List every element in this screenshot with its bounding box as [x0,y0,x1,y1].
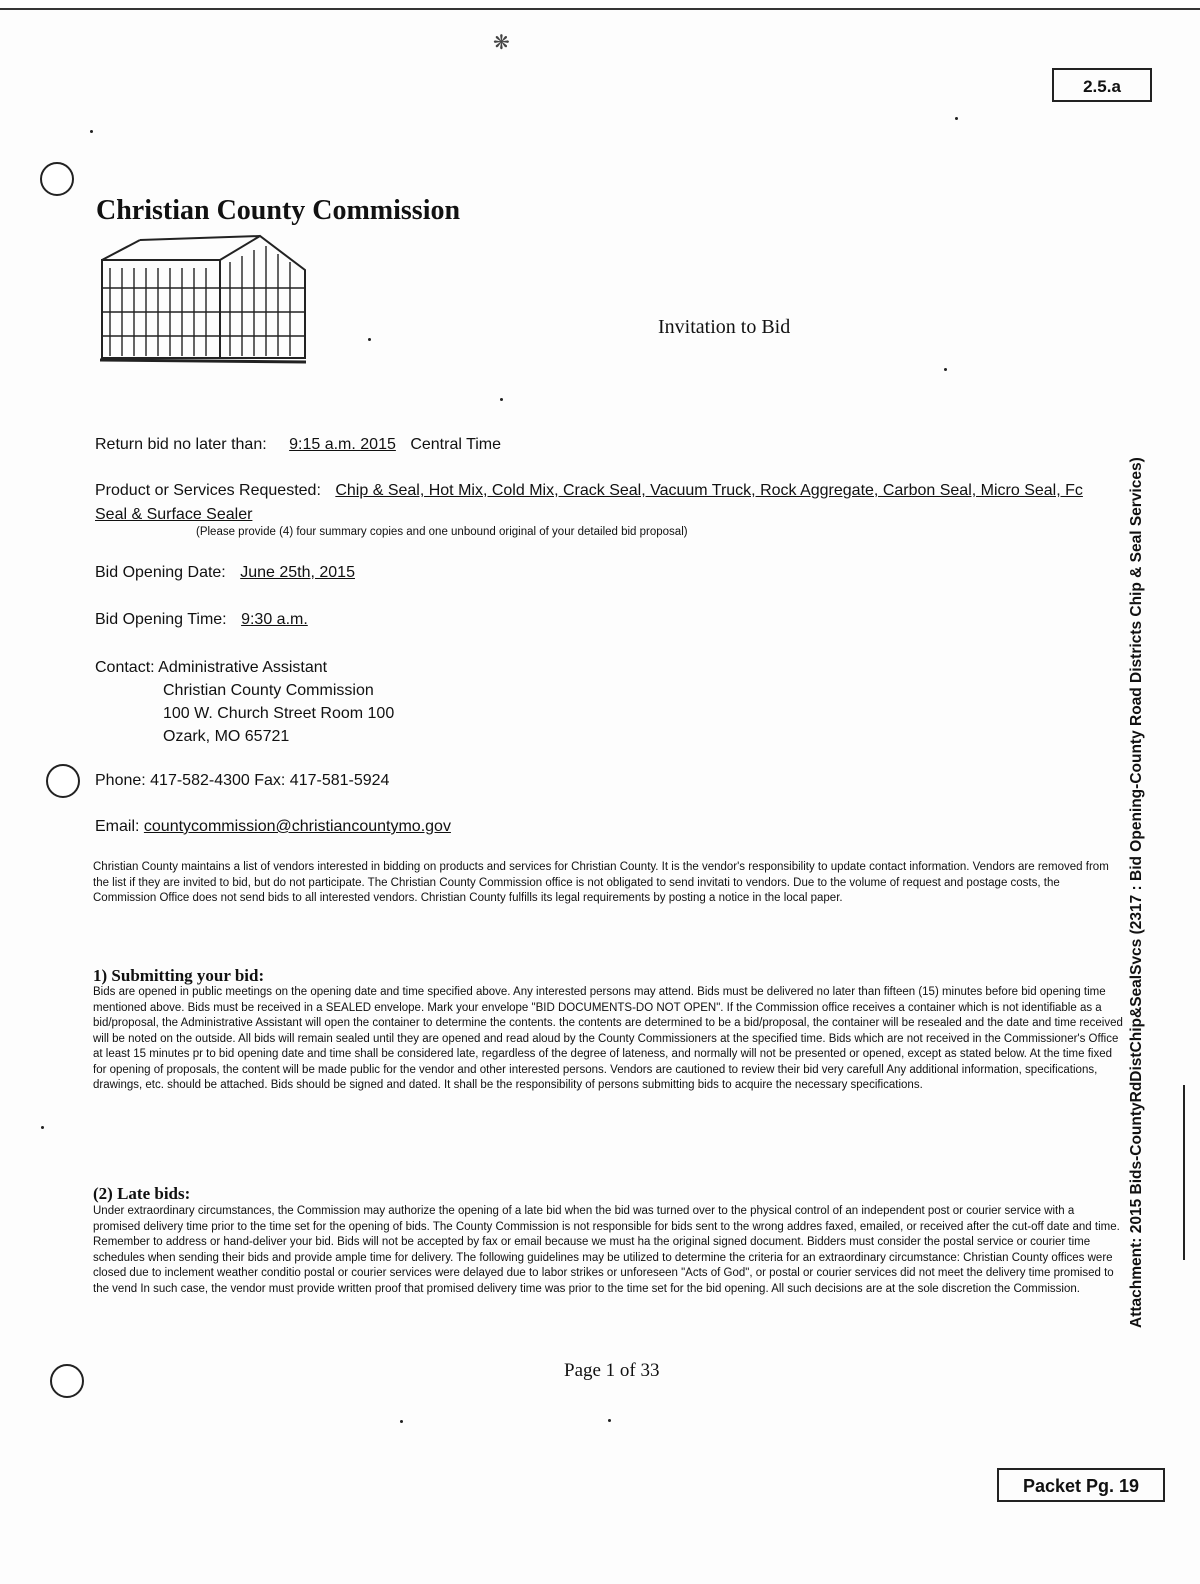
return-deadline-row [95,436,501,454]
sidebar-divider [1183,1085,1185,1260]
product-value: Chip & Seal, Hot Mix, Cold Mix, Crack Seal, Vacuum Truck, Rock Aggregate, Carbon Seal, Micro Seal, Fc [335,482,1083,499]
phone-fax: Phone: 417-582-4300 Fax: 417-581-5924 [95,772,390,789]
page-subtitle: Invitation to Bid [658,316,791,338]
scan-speck [500,398,503,401]
scan-speck [944,368,947,371]
opening-time-row [95,611,308,629]
product-note: (Please provide (4) four summary copies and one unbound original of your detailed bid proposal) [196,526,688,538]
return-value: 9:15 a.m. 2015 [289,436,396,453]
contact-city: Ozark, MO 65721 [163,728,290,745]
courthouse-logo [100,232,306,367]
contact-name: Administrative Assistant [158,659,328,676]
opening-date-row [95,564,355,582]
email-link[interactable]: countycommission@christiancountymo.gov [143,818,451,835]
email-label: Email: [95,818,140,835]
section-body: Bids are opened in public meetings on the opening date and time specified above. Any interested persons may attend. Bids must be delivered no later than fifteen (15) minutes before bid opening time mentioned above. Bids must be received in a SEALED envelope. Mark your envelope "BID DOCUMENTS-DO NOT OPEN". If the Commission office receives a container which is not identifiable as a bid/proposal, the Administrative Assistant will open the container to determine the contents. the contents are determined to be a bid/proposal, the container will be resealed and the date and time received will be noted on the outside. All bids will remain sealed until they are opened and read aloud by the County Commissioners at the specified time. Bids which are not received in the Commissioner's Office at least 15 minutes pr to bid opening date and time shall be considered late, regardless of the degree of lateness, and normally will not be presented or opened, except as stated below. At the time fixed for opening of proposals, the content will be made public for the vendor and other interested persons. Vendors are cautioned to review their bid very carefull Any additional information, specifications, drawings, etc. should be attached. Bids should be signed and dated. It shall be the responsibility of persons submitting bids to acquire the necessary specifications. [93,986,1123,1091]
top-border [0,8,1200,10]
scan-speck [400,1420,403,1423]
opening-time-label: Bid Opening Time: [95,611,227,628]
section-heading: (2) Late bids: [93,1184,191,1203]
opening-date-label: Bid Opening Date: [95,564,226,581]
contact-org: Christian County Commission [163,682,374,699]
contact-label: Contact: [95,659,155,676]
packet-page: Packet Pg. 19 [997,1468,1165,1502]
contact-block [95,656,394,748]
opening-time-value: 9:30 a.m. [241,611,308,628]
scan-speck [90,130,93,133]
scan-speck [368,338,371,341]
email-row [95,818,451,836]
product-value-continued: Seal & Surface Sealer [95,506,253,523]
page-title: Christian County Commission [96,195,461,226]
contact-street: 100 W. Church Street Room 100 [163,705,395,722]
fax-mark-icon: ❋ [493,32,510,54]
punch-hole-icon [46,764,80,798]
product-label: Product or Services Requested: [95,482,321,499]
punch-hole-icon [40,162,74,196]
product-row [95,482,1083,500]
opening-date-value: June 25th, 2015 [240,564,355,581]
section-heading: 1) Submitting your bid: [93,966,265,985]
attachment-sidebar-label: Attachment: 2015 Bids-CountyRdDistChip&SealSvcs (2317 : Bid Opening-County Road Districts Chip & Seal Services) [1128,457,1145,1328]
scan-speck [608,1419,611,1422]
scan-speck [955,117,958,120]
section-body: Under extraordinary circumstances, the Commission may authorize the opening of a late bid when the bid was turned over to the physical control of an independent post or courier service with a promised delivery time prior to the time set for the opening of bids. The County Commission is not responsible for bids sent to the wrong addres faxed, emailed, or received after the cut-off date and time. Remember to address or hand-deliver your bid. Bids will not be accepted by fax or email because we must ha the original signed document. Bidders must consider the postal service or courier time schedules when sending their bids and provide ample time for delivery. The following guidelines may be utilized to determine the criteria for an extraordinary circumstance: Christian County offices were closed due to inclement weather conditio postal or courier services were delayed due to labor strikes or unforeseen "Acts of God", or postal or courier services did not meet the delivery time promised to the vend In such case, the vendor must provide written proof that promised delivery time was prior to the time set for the bid opening. All such decisions are at the sole discretion the Commission. [93,1205,1120,1295]
return-suffix: Central Time [410,436,502,453]
punch-hole-icon [50,1364,84,1398]
intro-paragraph: Christian County maintains a list of vendors interested in bidding on products and services for Christian County. It is the vendor's responsibility to update contact information. Vendors are removed from the list if they are invited to bid, but do not participate. The Christian County Commission office is not obligated to send invitati to vendors. Due to the volume of request and postage costs, the Commission Office does not send bids to all interested vendors. Christian County fulfills its legal requirements by posting a notice in the local paper. [93,861,1109,904]
page-number: Page 1 of 33 [564,1360,660,1381]
agenda-tag: 2.5.a [1052,68,1152,102]
scan-speck [41,1126,44,1129]
return-label: Return bid no later than: [95,436,267,453]
